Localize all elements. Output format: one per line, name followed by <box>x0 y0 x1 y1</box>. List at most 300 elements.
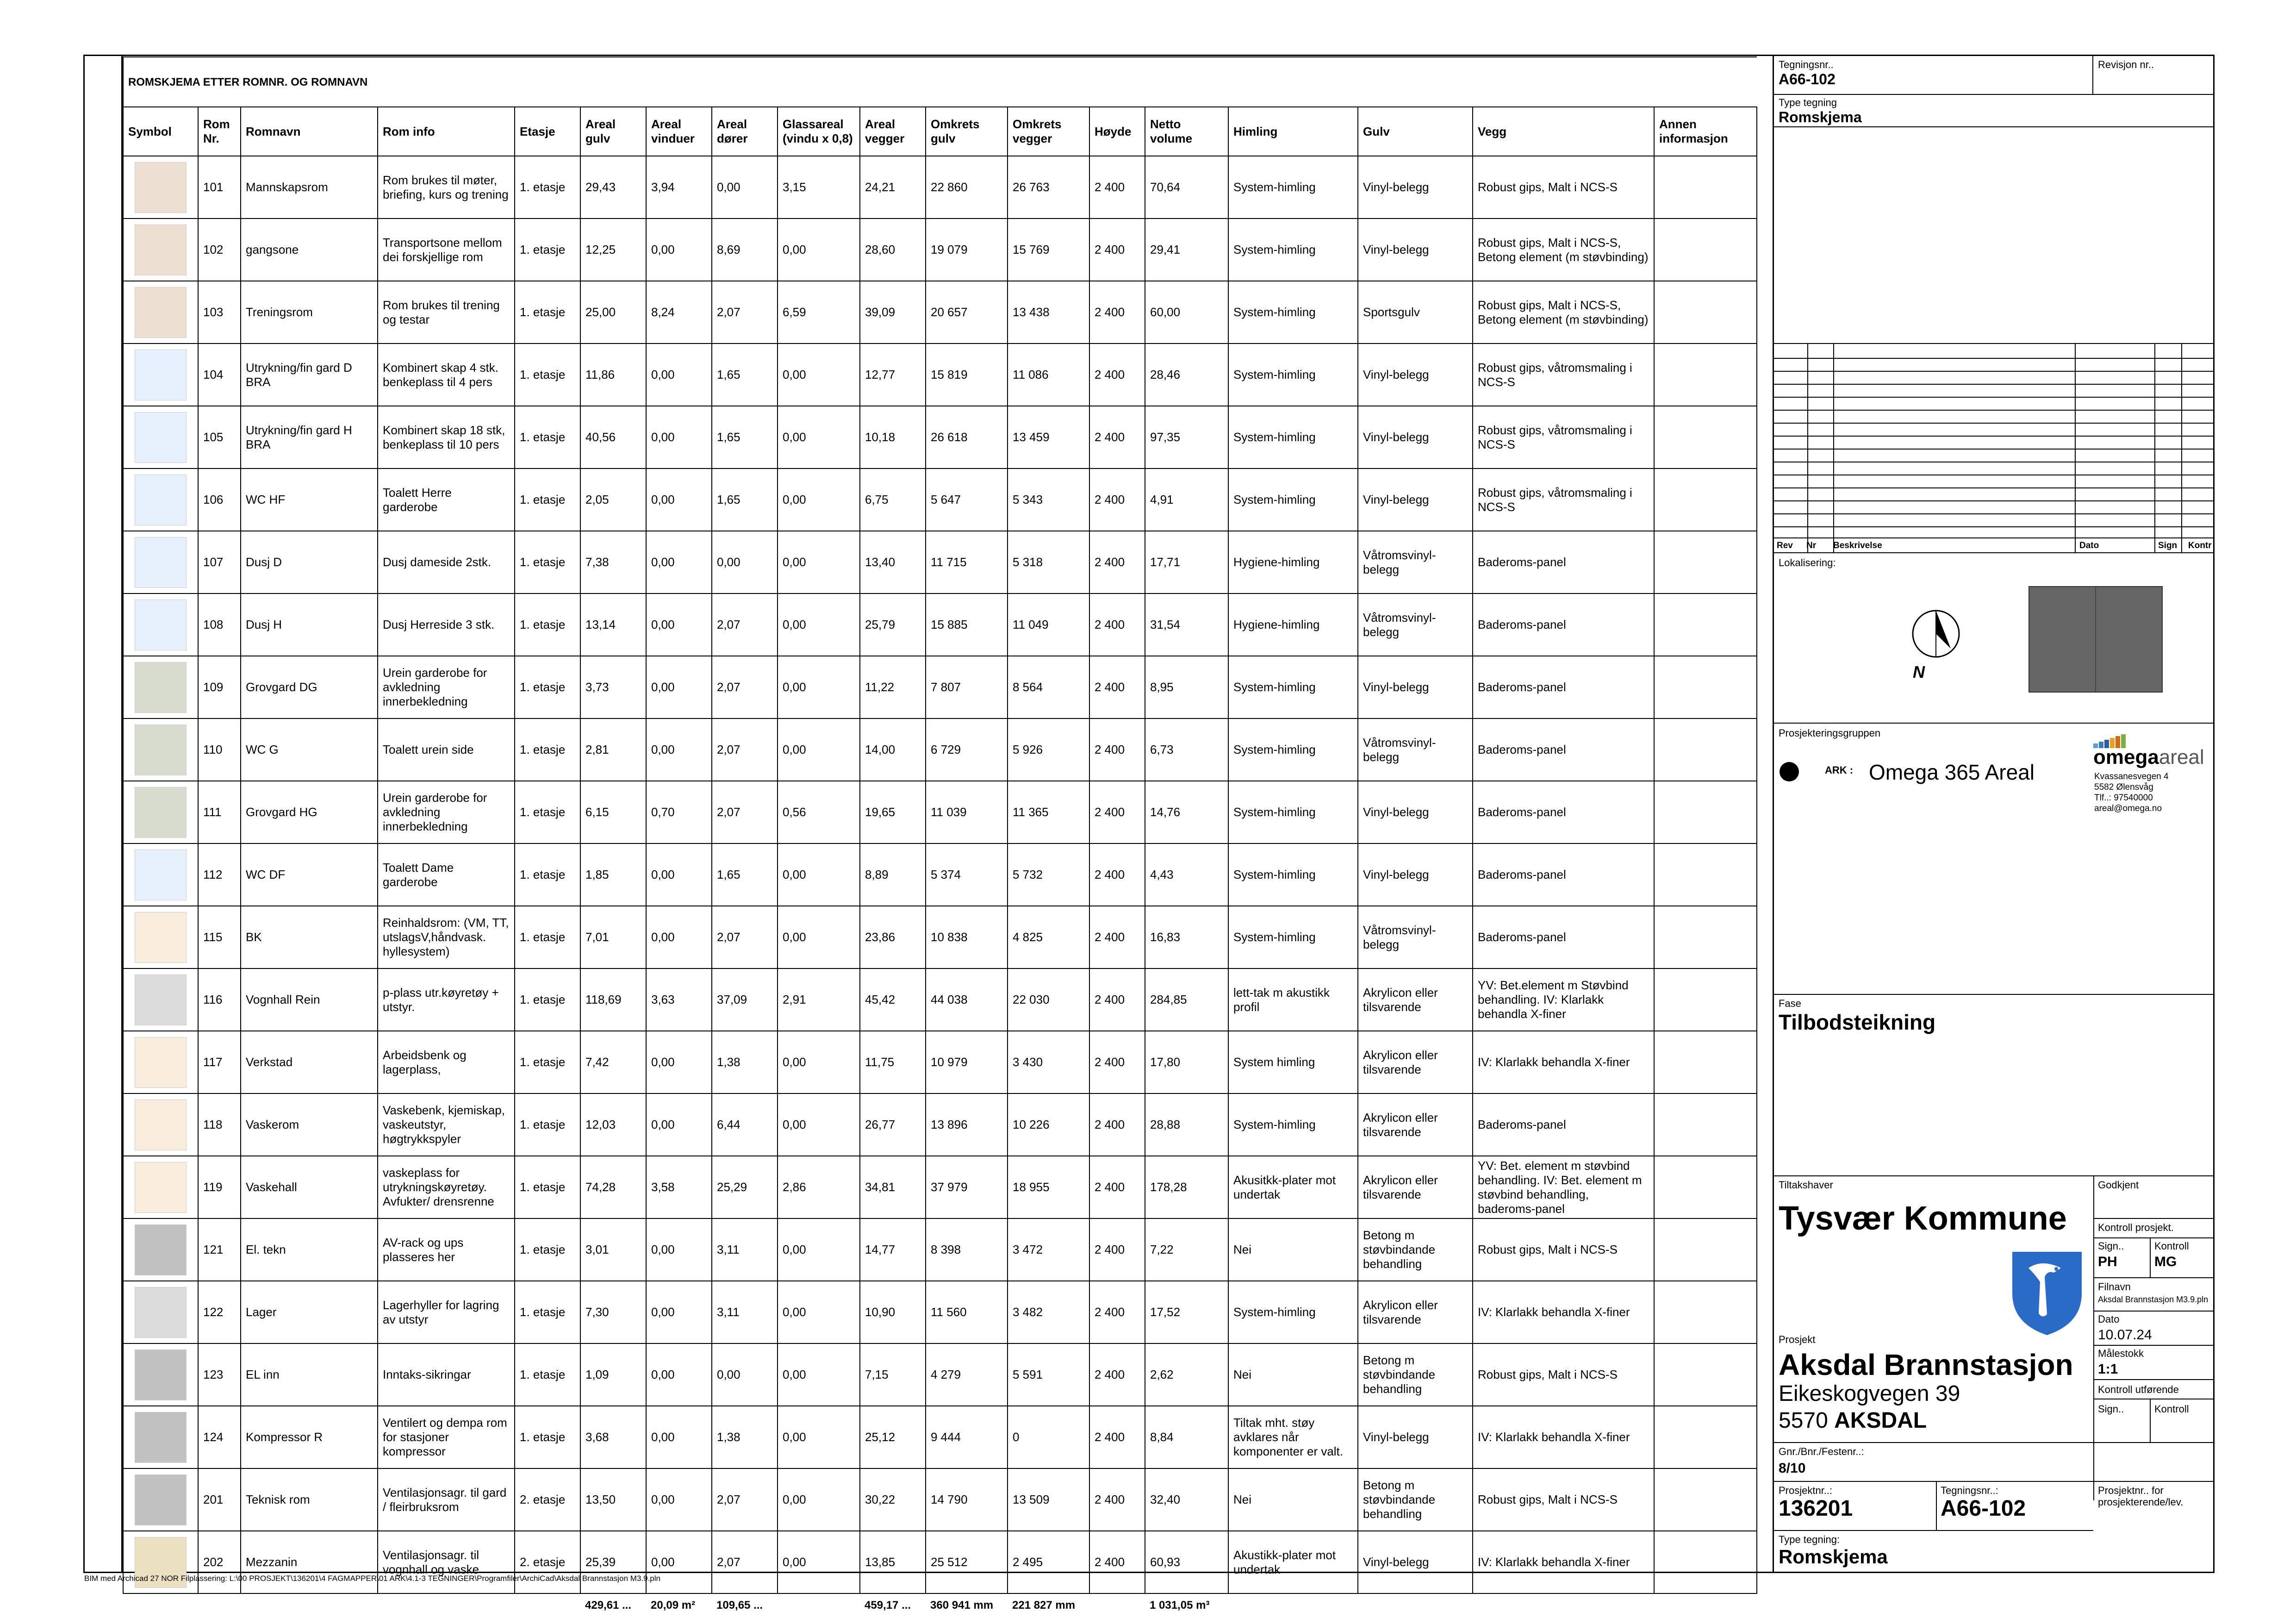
table-row <box>123 344 1757 406</box>
cell-navn: Teknisk rom <box>241 1468 378 1531</box>
total-empty <box>241 1593 378 1616</box>
cell-og: 11 039 <box>926 781 1008 843</box>
cell-av: 0,00 <box>646 531 712 593</box>
cell-vol: 284,85 <box>1145 968 1228 1031</box>
cell-navn: Lager <box>241 1281 378 1343</box>
cell-aveg: 34,81 <box>860 1156 926 1218</box>
cell-gulv: Akrylicon eller tilsvarende <box>1358 1156 1473 1218</box>
parcel: 8/10 <box>1779 1461 1806 1476</box>
cell-av: 0,00 <box>646 1468 712 1531</box>
cell-himl: System-himling <box>1228 656 1358 718</box>
cell-annen <box>1654 1031 1757 1093</box>
column-header: Symbol <box>123 107 198 156</box>
client-label: Tiltakshaver <box>1779 1179 1833 1191</box>
cell-ad: 37,09 <box>712 968 778 1031</box>
table-row <box>123 781 1757 843</box>
cell-vegg: Baderoms-panel <box>1473 593 1654 656</box>
cell-ov: 22 030 <box>1008 968 1089 1031</box>
cell-annen <box>1654 1218 1757 1281</box>
symbol-cell <box>123 406 198 468</box>
cell-h: 2 400 <box>1089 406 1145 468</box>
cell-ad: 0,00 <box>712 156 778 219</box>
cell-aveg: 25,79 <box>860 593 926 656</box>
cell-ov: 0 <box>1008 1406 1089 1468</box>
cell-nr: 107 <box>198 531 241 593</box>
cell-info: Transportsone mellom dei forskjellige rom <box>378 219 515 281</box>
cell-etasje: 1. etasje <box>515 718 580 781</box>
cell-ov: 5 591 <box>1008 1343 1089 1406</box>
cell-navn: Utrykning/fin gard D BRA <box>241 344 378 406</box>
room-color-swatch <box>135 1287 187 1338</box>
cell-vegg: Robust gips, våtromsmaling i NCS-S <box>1473 344 1654 406</box>
symbol-cell <box>123 718 198 781</box>
cell-ov: 10 226 <box>1008 1093 1089 1156</box>
cell-info: Reinhaldsrom: (VM, TT, utslagsV,håndvask. hyllesystem) <box>378 906 515 968</box>
cell-etasje: 1. etasje <box>515 406 580 468</box>
divider <box>2093 1345 2213 1346</box>
cell-navn: Grovgard DG <box>241 656 378 718</box>
cell-etasje: 1. etasje <box>515 1031 580 1093</box>
cell-nr: 105 <box>198 406 241 468</box>
cell-nr: 122 <box>198 1281 241 1343</box>
cell-vegg: Robust gips, Malt i NCS-S <box>1473 1343 1654 1406</box>
cell-nr: 116 <box>198 968 241 1031</box>
column-header: Vegg <box>1473 107 1654 156</box>
cell-etasje: 1. etasje <box>515 1093 580 1156</box>
cell-h: 2 400 <box>1089 1093 1145 1156</box>
table-row <box>123 906 1757 968</box>
cell-og: 19 079 <box>926 219 1008 281</box>
cell-ag: 1,09 <box>580 1343 646 1406</box>
cell-navn: WC HF <box>241 468 378 531</box>
rev-col-desc: Beskrivelse <box>1833 541 1882 550</box>
cell-etasje: 1. etasje <box>515 156 580 219</box>
cell-ov: 11 365 <box>1008 781 1089 843</box>
cell-aveg: 39,09 <box>860 281 926 344</box>
cell-etasje: 2. etasje <box>515 1531 580 1593</box>
cell-av: 0,00 <box>646 344 712 406</box>
cell-annen <box>1654 531 1757 593</box>
firm-address <box>2094 771 2169 814</box>
cell-h: 2 400 <box>1089 1531 1145 1593</box>
cell-aveg: 7,15 <box>860 1343 926 1406</box>
cell-og: 11 715 <box>926 531 1008 593</box>
cell-navn: Mannskapsrom <box>241 156 378 219</box>
cell-etasje: 1. etasje <box>515 906 580 968</box>
cell-ag: 25,39 <box>580 1531 646 1593</box>
cell-gulv: Våtromsvinyl-belegg <box>1358 593 1473 656</box>
cell-annen <box>1654 906 1757 968</box>
room-color-swatch <box>135 162 187 213</box>
cell-info: Kombinert skap 18 stk, benkeplass til 10 pers <box>378 406 515 468</box>
north-label: N <box>1913 662 1925 681</box>
project-postal <box>1779 1408 1927 1433</box>
cell-vol: 28,88 <box>1145 1093 1228 1156</box>
cell-etasje: 1. etasje <box>515 219 580 281</box>
table-row <box>123 1531 1757 1593</box>
cell-av: 0,00 <box>646 843 712 906</box>
cell-ad: 3,11 <box>712 1218 778 1281</box>
cell-gl: 0,00 <box>778 219 860 281</box>
cell-h: 2 400 <box>1089 1156 1145 1218</box>
symbol-cell <box>123 1031 198 1093</box>
cell-gulv: Vinyl-belegg <box>1358 656 1473 718</box>
scale: 1:1 <box>2098 1362 2118 1377</box>
cell-ag: 25,00 <box>580 281 646 344</box>
sign-label-2: Sign.. <box>2098 1403 2124 1415</box>
cell-vol: 29,41 <box>1145 219 1228 281</box>
schedule-title: ROMSKJEMA ETTER ROMNR. OG ROMNAVN <box>123 57 1757 107</box>
cell-nr: 108 <box>198 593 241 656</box>
cell-gl: 0,00 <box>778 656 860 718</box>
total-empty <box>1473 1593 1654 1616</box>
cell-h: 2 400 <box>1089 531 1145 593</box>
cell-vegg: YV: Bet. element m støvbind behandling. IV: Bet. element m støvbind behandling, baderoms-panel <box>1473 1156 1654 1218</box>
cell-himl: lett-tak m akustikk profil <box>1228 968 1358 1031</box>
cell-ag: 7,38 <box>580 531 646 593</box>
cell-ag: 3,68 <box>580 1406 646 1468</box>
cell-og: 4 279 <box>926 1343 1008 1406</box>
total-av: 20,09 m² <box>651 1599 696 1612</box>
cell-info: Inntaks-sikringar <box>378 1343 515 1406</box>
cell-himl: System-himling <box>1228 468 1358 531</box>
cell-info: Dusj Herreside 3 stk. <box>378 593 515 656</box>
cell-gl: 0,00 <box>778 1468 860 1531</box>
cell-gulv: Våtromsvinyl-belegg <box>1358 718 1473 781</box>
rev-col-kontr: Kontr <box>2188 541 2212 550</box>
cell-ov: 3 472 <box>1008 1218 1089 1281</box>
cell-nr: 119 <box>198 1156 241 1218</box>
column-header: Areal vegger <box>860 107 926 156</box>
cell-info: Vaskebenk, kjemiskap, vaskeutstyr, høgtrykkspyler <box>378 1093 515 1156</box>
cell-og: 11 560 <box>926 1281 1008 1343</box>
symbol-cell <box>123 1343 198 1406</box>
rev-grid-hline <box>1774 436 2213 437</box>
cell-aveg: 14,77 <box>860 1218 926 1281</box>
cell-nr: 101 <box>198 156 241 219</box>
cell-navn: Vaskehall <box>241 1156 378 1218</box>
logo-text: areal <box>2159 746 2204 768</box>
cell-ad: 2,07 <box>712 718 778 781</box>
cell-ov: 8 564 <box>1008 656 1089 718</box>
addr-line: Kvassanesvegen 4 <box>2094 772 2169 781</box>
cell-av: 0,00 <box>646 1531 712 1593</box>
cell-av: 0,00 <box>646 1031 712 1093</box>
cell-ag: 11,86 <box>580 344 646 406</box>
cell-ag: 12,25 <box>580 219 646 281</box>
cell-aveg: 11,75 <box>860 1031 926 1093</box>
cell-annen <box>1654 1093 1757 1156</box>
column-header: Glassareal (vindu x 0,8) <box>778 107 860 156</box>
cell-vol: 7,22 <box>1145 1218 1228 1281</box>
table-row <box>123 468 1757 531</box>
cell-annen <box>1654 1406 1757 1468</box>
cell-av: 0,00 <box>646 1343 712 1406</box>
table-row <box>123 843 1757 906</box>
cell-nr: 123 <box>198 1343 241 1406</box>
drawing-type-label-2: Type tegning: <box>1779 1534 1840 1545</box>
cell-ov: 13 438 <box>1008 281 1089 344</box>
cell-ad: 2,07 <box>712 781 778 843</box>
cell-ag: 74,28 <box>580 1156 646 1218</box>
cell-gl: 0,00 <box>778 1281 860 1343</box>
location-label: Lokalisering: <box>1779 557 1836 568</box>
cell-etasje: 1. etasje <box>515 843 580 906</box>
divider <box>1774 1481 2213 1482</box>
cell-navn: Verkstad <box>241 1031 378 1093</box>
drawing-type: Romskjema <box>1779 109 1862 125</box>
cell-nr: 102 <box>198 219 241 281</box>
table-row <box>123 968 1757 1031</box>
cell-av: 0,00 <box>646 406 712 468</box>
cell-vegg: IV: Klarlakk behandla X-finer <box>1473 1281 1654 1343</box>
cell-vol: 17,52 <box>1145 1281 1228 1343</box>
cell-info: p-plass utr.køyretøy + utstyr. <box>378 968 515 1031</box>
cell-og: 15 885 <box>926 593 1008 656</box>
cell-ad: 25,29 <box>712 1156 778 1218</box>
column-header: Omkrets vegger <box>1008 107 1089 156</box>
cell-annen <box>1654 968 1757 1031</box>
revision-label: Revisjon nr.. <box>2098 59 2154 70</box>
cell-vegg: Baderoms-panel <box>1473 906 1654 968</box>
table-row <box>123 281 1757 344</box>
cell-etasje: 1. etasje <box>515 344 580 406</box>
cell-vegg: Robust gips, våtromsmaling i NCS-S <box>1473 406 1654 468</box>
table-row <box>123 531 1757 593</box>
cell-himl: System-himling <box>1228 843 1358 906</box>
room-color-swatch <box>135 849 187 900</box>
scale-label: Målestokk <box>2098 1348 2144 1359</box>
column-header: Netto volume <box>1145 107 1228 156</box>
cell-aveg: 10,90 <box>860 1281 926 1343</box>
cell-aveg: 28,60 <box>860 219 926 281</box>
column-header: Areal dører <box>712 107 778 156</box>
sign-value: PH <box>2098 1254 2117 1269</box>
cell-ad: 1,65 <box>712 468 778 531</box>
total-aveg: 459,17 ... <box>865 1599 911 1612</box>
rev-col-nr: Nr <box>1806 541 1817 550</box>
divider <box>1774 994 2213 995</box>
cell-gl: 0,00 <box>778 406 860 468</box>
cell-av: 3,63 <box>646 968 712 1031</box>
cell-ag: 3,73 <box>580 656 646 718</box>
cell-info: Ventilasjonsagr. til vognhall og vaske <box>378 1531 515 1593</box>
cell-ad: 1,38 <box>712 1031 778 1093</box>
cell-ov: 15 769 <box>1008 219 1089 281</box>
cell-gl: 0,00 <box>778 1343 860 1406</box>
project-number: 136201 <box>1779 1496 1853 1521</box>
cell-info: Lagerhyller for lagring av utstyr <box>378 1281 515 1343</box>
total-empty <box>123 1593 198 1616</box>
room-schedule-table <box>123 56 1757 1616</box>
cell-h: 2 400 <box>1089 1343 1145 1406</box>
cell-ov: 2 495 <box>1008 1531 1089 1593</box>
executing-control-label: Kontroll utførende <box>2098 1384 2179 1395</box>
cell-gulv: Vinyl-belegg <box>1358 1406 1473 1468</box>
cell-av: 0,70 <box>646 781 712 843</box>
cell-av: 0,00 <box>646 1093 712 1156</box>
cell-ag: 13,14 <box>580 593 646 656</box>
cell-ov: 3 430 <box>1008 1031 1089 1093</box>
cell-ad: 2,07 <box>712 593 778 656</box>
cell-annen <box>1654 593 1757 656</box>
cell-vol: 16,83 <box>1145 906 1228 968</box>
cell-og: 5 647 <box>926 468 1008 531</box>
cell-gulv: Våtromsvinyl-belegg <box>1358 906 1473 968</box>
drawing-number-label: Tegningsnr.. <box>1779 59 1834 70</box>
cell-og: 37 979 <box>926 1156 1008 1218</box>
drawing-number-label-2: Tegningsnr..: <box>1941 1485 1998 1496</box>
cell-ad: 2,07 <box>712 281 778 344</box>
divider <box>2150 1399 2151 1442</box>
sign-label: Sign.. <box>2098 1240 2124 1252</box>
cell-ov: 5 732 <box>1008 843 1089 906</box>
divider <box>2093 1311 2213 1312</box>
cell-ad: 2,07 <box>712 906 778 968</box>
symbol-cell <box>123 156 198 219</box>
cell-ov: 13 459 <box>1008 406 1089 468</box>
divider <box>2093 1379 2213 1380</box>
cell-etasje: 1. etasje <box>515 468 580 531</box>
revision-header-row <box>1774 537 2213 553</box>
symbol-cell <box>123 968 198 1031</box>
divider <box>1774 1175 2213 1176</box>
rev-grid-hline <box>1774 371 2213 372</box>
symbol-cell <box>123 656 198 718</box>
cell-ov: 18 955 <box>1008 1156 1089 1218</box>
cell-vegg: Baderoms-panel <box>1473 1093 1654 1156</box>
omega-logo <box>2093 746 2204 769</box>
cell-gulv: Våtromsvinyl-belegg <box>1358 531 1473 593</box>
cell-annen <box>1654 718 1757 781</box>
cell-info: Urein garderobe for avkledning innerbekledning <box>378 781 515 843</box>
cell-gl: 6,59 <box>778 281 860 344</box>
cell-vegg: YV: Bet.element m Støvbind behandling. IV: Klarlakk behandla X-finer <box>1473 968 1654 1031</box>
total-empty <box>778 1593 860 1616</box>
cell-ag: 118,69 <box>580 968 646 1031</box>
cell-nr: 124 <box>198 1406 241 1468</box>
cell-navn: Dusj D <box>241 531 378 593</box>
date: 10.07.24 <box>2098 1327 2152 1343</box>
addr-line: areal@omega.no <box>2094 804 2162 813</box>
cell-og: 6 729 <box>926 718 1008 781</box>
room-color-swatch <box>135 1224 187 1275</box>
room-color-swatch <box>135 537 187 588</box>
symbol-cell <box>123 1468 198 1531</box>
drawing-type-label: Type tegning <box>1779 97 1837 108</box>
cell-info: Dusj dameside 2stk. <box>378 531 515 593</box>
cell-ov: 4 825 <box>1008 906 1089 968</box>
cell-annen <box>1654 406 1757 468</box>
cell-gl: 2,91 <box>778 968 860 1031</box>
cell-himl: Nei <box>1228 1218 1358 1281</box>
symbol-cell <box>123 1218 198 1281</box>
cell-og: 8 398 <box>926 1218 1008 1281</box>
cell-gl: 0,00 <box>778 1531 860 1593</box>
cell-ad: 6,44 <box>712 1093 778 1156</box>
divider <box>1774 723 2213 724</box>
cell-himl: System-himling <box>1228 781 1358 843</box>
cell-gl: 0,00 <box>778 1218 860 1281</box>
cell-gulv: Akrylicon eller tilsvarende <box>1358 1281 1473 1343</box>
cell-gl: 0,00 <box>778 906 860 968</box>
divider <box>1774 1442 2213 1443</box>
project-address: Eikeskogvegen 39 <box>1779 1381 1960 1406</box>
cell-vol: 28,46 <box>1145 344 1228 406</box>
room-color-swatch <box>135 412 187 463</box>
cell-vol: 70,64 <box>1145 156 1228 219</box>
cell-h: 2 400 <box>1089 593 1145 656</box>
rev-grid-hline <box>1774 358 2213 359</box>
cell-vol: 17,71 <box>1145 531 1228 593</box>
total-ad: 109,65 ... <box>716 1599 763 1612</box>
cell-annen <box>1654 781 1757 843</box>
cell-av: 0,00 <box>646 718 712 781</box>
site-plan-thumbnail <box>2028 586 2163 693</box>
cell-h: 2 400 <box>1089 281 1145 344</box>
cell-himl: Hygiene-himling <box>1228 531 1358 593</box>
cell-vol: 4,43 <box>1145 843 1228 906</box>
cell-info: Rom brukes til trening og testar <box>378 281 515 344</box>
cell-vegg: Robust gips, Malt i NCS-S <box>1473 1218 1654 1281</box>
cell-nr: 103 <box>198 281 241 344</box>
cell-h: 2 400 <box>1089 843 1145 906</box>
cell-aveg: 19,65 <box>860 781 926 843</box>
cell-gulv: Vinyl-belegg <box>1358 406 1473 468</box>
cell-nr: 121 <box>198 1218 241 1281</box>
cell-av: 3,94 <box>646 156 712 219</box>
cell-ov: 13 509 <box>1008 1468 1089 1531</box>
room-color-swatch <box>135 725 187 775</box>
rev-grid-hline <box>1774 487 2213 488</box>
cell-himl: System-himling <box>1228 219 1358 281</box>
cell-h: 2 400 <box>1089 1281 1145 1343</box>
cell-ov: 5 318 <box>1008 531 1089 593</box>
rev-grid-hline <box>1774 423 2213 424</box>
cell-ov: 11 086 <box>1008 344 1089 406</box>
cell-aveg: 13,85 <box>860 1531 926 1593</box>
cell-ag: 7,30 <box>580 1281 646 1343</box>
symbol-cell <box>123 1406 198 1468</box>
room-color-swatch <box>135 600 187 650</box>
cell-gulv: Akrylicon eller tilsvarende <box>1358 1093 1473 1156</box>
cell-navn: Vognhall Rein <box>241 968 378 1031</box>
filename: Aksdal Brannstasjon M3.9.pln <box>2098 1295 2209 1304</box>
column-header: Rom Nr. <box>198 107 241 156</box>
table-row <box>123 1156 1757 1218</box>
room-color-swatch <box>135 1037 187 1088</box>
symbol-cell <box>123 843 198 906</box>
project-name: Aksdal Brannstasjon <box>1779 1348 2073 1381</box>
symbol-cell <box>123 468 198 531</box>
room-color-swatch <box>135 1162 187 1213</box>
cell-ad: 8,69 <box>712 219 778 281</box>
cell-annen <box>1654 1156 1757 1218</box>
room-color-swatch <box>135 1474 187 1525</box>
table-row <box>123 1468 1757 1531</box>
cell-gl: 0,56 <box>778 781 860 843</box>
cell-annen <box>1654 1531 1757 1593</box>
cell-h: 2 400 <box>1089 344 1145 406</box>
cell-vegg: IV: Klarlakk behandla X-finer <box>1473 1531 1654 1593</box>
cell-gulv: Akrylicon eller tilsvarende <box>1358 968 1473 1031</box>
cell-ad: 2,07 <box>712 1468 778 1531</box>
cell-info: Kombinert skap 4 stk. benkeplass til 4 pers <box>378 344 515 406</box>
cell-vol: 60,00 <box>1145 281 1228 344</box>
addr-line: 5582 Ølensvåg <box>2094 782 2153 792</box>
divider <box>1936 1481 1937 1530</box>
room-schedule <box>123 56 1756 1616</box>
